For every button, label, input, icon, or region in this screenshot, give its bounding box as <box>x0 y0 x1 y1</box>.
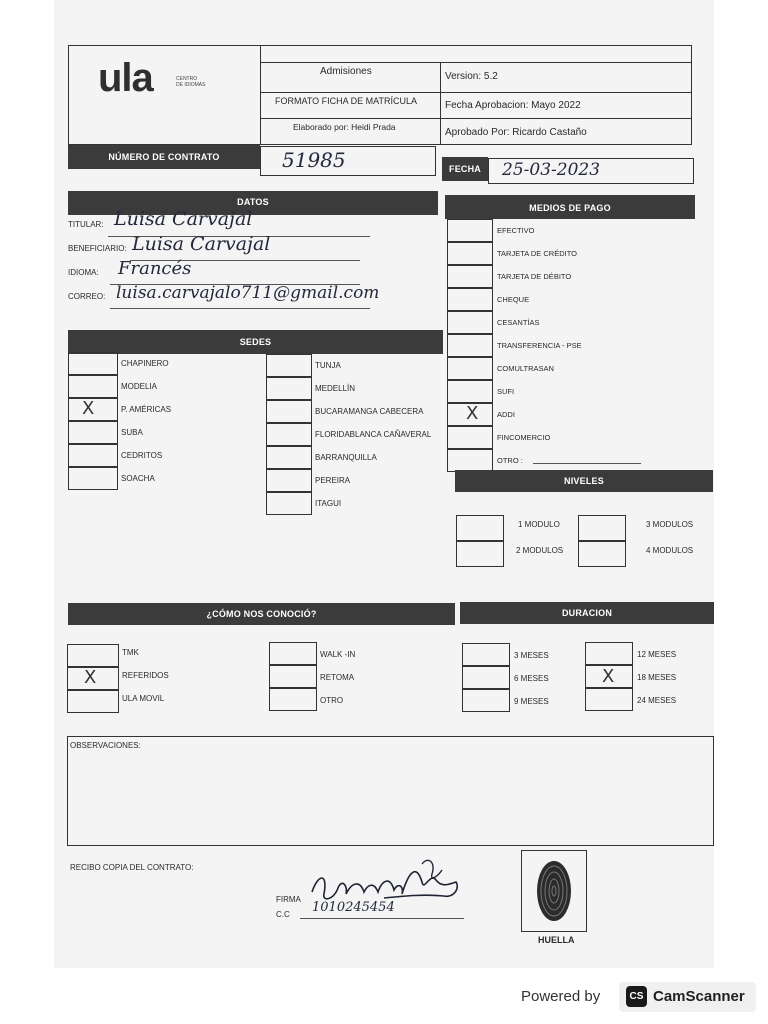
conocio-label: REFERIDOS <box>122 671 169 680</box>
duracion-title: DURACION <box>460 602 714 624</box>
logo: ula <box>98 56 153 100</box>
titular-label: TITULAR: <box>68 220 104 229</box>
sede-checkbox[interactable] <box>266 400 312 423</box>
sede-checkbox[interactable] <box>266 492 312 515</box>
sede-checkbox[interactable] <box>266 469 312 492</box>
correo-label: CORREO: <box>68 292 106 301</box>
sede-checkbox[interactable] <box>266 354 312 377</box>
medio-label: CHEQUE <box>497 295 530 304</box>
conocio-checkbox[interactable] <box>269 688 317 711</box>
conocio-label: TMK <box>122 648 139 657</box>
duracion-checkbox[interactable] <box>585 688 633 711</box>
addi-x-mark: X <box>466 403 479 424</box>
duracion-label: 3 MESES <box>514 651 549 660</box>
fecha-label: FECHA <box>442 157 488 181</box>
titular-value: Luisa Carvajal <box>114 208 253 230</box>
medio-label: TARJETA DE CRÉDITO <box>497 249 578 258</box>
medio-label: OTRO : <box>497 456 523 465</box>
conocio-label: RETOMA <box>320 673 355 682</box>
nivel-4-label: 4 MODULOS <box>646 546 694 555</box>
duracion-label: 6 MESES <box>514 674 549 683</box>
conocio-title: ¿CÓMO NOS CONOCIÓ? <box>68 603 455 625</box>
recibo-label: RECIBO COPIA DEL CONTRATO: <box>70 863 194 872</box>
medio-label: TRANSFERENCIA - PSE <box>497 341 582 350</box>
version-label: Version: 5.2 <box>445 71 498 82</box>
medio-label: SUFI <box>497 387 515 396</box>
form-name: FORMATO FICHA DE MATRÍCULA <box>275 96 418 106</box>
aprobado-por: Aprobado Por: Ricardo Castaño <box>445 127 587 138</box>
firma-label: FIRMA <box>276 895 301 904</box>
sede-checkbox[interactable] <box>68 352 118 375</box>
sede-label: P. AMÉRICAS <box>121 405 172 414</box>
duracion-checkbox[interactable] <box>585 642 633 665</box>
idioma-value: Francés <box>118 258 192 279</box>
sede-label: PEREIRA <box>315 476 351 485</box>
nivel-3-label: 3 MODULOS <box>646 520 694 529</box>
beneficiario-label: BENEFICIARIO: <box>68 244 127 253</box>
powered-by: Powered by <box>521 988 601 1005</box>
conocio-checkbox[interactable] <box>269 665 317 688</box>
conocio-label: OTRO <box>320 696 344 705</box>
sede-checkbox[interactable] <box>266 423 312 446</box>
sedes-title: SEDES <box>68 330 443 354</box>
medio-checkbox[interactable] <box>447 265 493 288</box>
dept-label: Admisiones <box>320 66 372 77</box>
sede-label: MEDELLÍN <box>315 384 356 393</box>
duracion-checkbox[interactable] <box>462 643 510 666</box>
duracion-checkbox[interactable] <box>462 689 510 712</box>
medio-label: EFECTIVO <box>497 226 535 235</box>
medio-label: TARJETA DE DÉBITO <box>497 272 572 281</box>
logo-subtitle: CENTRO DE IDIOMAS <box>176 76 206 88</box>
sede-checkbox[interactable] <box>266 377 312 400</box>
contract-number-label: NÚMERO DE CONTRATO <box>68 145 260 169</box>
elaborado-label: Elaborado por: Heidi Prada <box>293 122 396 132</box>
niveles-title: NIVELES <box>455 470 713 492</box>
conocio-label: WALK -IN <box>320 650 356 659</box>
cc-value: 1010245454 <box>312 900 395 915</box>
medio-label: FINCOMERCIO <box>497 433 551 442</box>
duracion-label: 24 MESES <box>637 696 677 705</box>
sede-label: ITAGUI <box>315 499 342 508</box>
medio-checkbox[interactable] <box>447 449 493 472</box>
sede-label: CHAPINERO <box>121 359 169 368</box>
nivel-4-checkbox[interactable] <box>578 541 626 567</box>
medios-title: MEDIOS DE PAGO <box>445 195 695 219</box>
duracion-label: 18 MESES <box>637 673 677 682</box>
sede-label: MODELIA <box>121 382 158 391</box>
medio-checkbox[interactable] <box>447 219 493 242</box>
nivel-1-label: 1 MODULO <box>518 520 560 529</box>
medio-label: ADDI <box>497 410 515 419</box>
duracion-label: 12 MESES <box>637 650 677 659</box>
conocio-label: ULA MOVIL <box>122 694 165 703</box>
medio-checkbox[interactable] <box>447 288 493 311</box>
beneficiario-value: Luisa Carvajal <box>132 233 271 255</box>
medio-label: CESANTÍAS <box>497 318 540 327</box>
sede-label: SUBA <box>121 428 143 437</box>
medio-label: COMULTRASAN <box>497 364 554 373</box>
correo-value: luisa.carvajalo711@gmail.com <box>116 283 380 303</box>
medio-checkbox[interactable] <box>447 380 493 403</box>
fingerprint-icon <box>535 858 573 924</box>
observaciones-label: OBSERVACIONES: <box>70 741 141 750</box>
duracion-label: 9 MESES <box>514 697 549 706</box>
sede-label: FLORIDABLANCA CAÑAVERAL <box>315 430 432 439</box>
contract-number-value: 51985 <box>282 148 346 172</box>
sede-label: CEDRITOS <box>121 451 163 460</box>
referidos-check-mark: X <box>84 667 97 688</box>
cc-label: C.C <box>276 910 290 919</box>
sede-checkbox[interactable] <box>68 444 118 467</box>
duracion-checkbox[interactable] <box>462 666 510 689</box>
18-meses-x-mark: X <box>602 666 615 687</box>
nivel-2-label: 2 MODULOS <box>516 546 564 555</box>
sede-label: BUCARAMANGA CABECERA <box>315 407 424 416</box>
observaciones-box[interactable] <box>67 736 714 846</box>
huella-label: HUELLA <box>538 935 575 945</box>
nivel-3-checkbox[interactable] <box>578 515 626 541</box>
sede-label: TUNJA <box>315 361 341 370</box>
sede-checkbox[interactable] <box>68 421 118 444</box>
fecha-value: 25-03-2023 <box>502 160 601 180</box>
nivel-1-checkbox[interactable] <box>456 515 504 541</box>
nivel-2-checkbox[interactable] <box>456 541 504 567</box>
camscanner-brand: CamScanner <box>653 988 745 1005</box>
camscanner-icon: CS <box>626 986 647 1007</box>
medio-checkbox[interactable] <box>447 334 493 357</box>
conocio-checkbox[interactable] <box>269 642 317 665</box>
conocio-checkbox[interactable] <box>67 690 119 713</box>
sede-checkbox[interactable] <box>68 375 118 398</box>
sede-checkbox[interactable] <box>266 446 312 469</box>
idioma-label: IDIOMA: <box>68 268 99 277</box>
sede-label: BARRANQUILLA <box>315 453 377 462</box>
medio-checkbox[interactable] <box>447 426 493 449</box>
americas-x-mark: X <box>82 398 95 419</box>
medio-checkbox[interactable] <box>447 242 493 265</box>
conocio-checkbox[interactable] <box>67 644 119 667</box>
medio-checkbox[interactable] <box>447 357 493 380</box>
fecha-aprobacion: Fecha Aprobacion: Mayo 2022 <box>445 100 581 111</box>
sede-checkbox[interactable] <box>68 467 118 490</box>
sede-label: SOACHA <box>121 474 155 483</box>
medio-checkbox[interactable] <box>447 311 493 334</box>
datos-title: DATOS <box>68 191 438 215</box>
